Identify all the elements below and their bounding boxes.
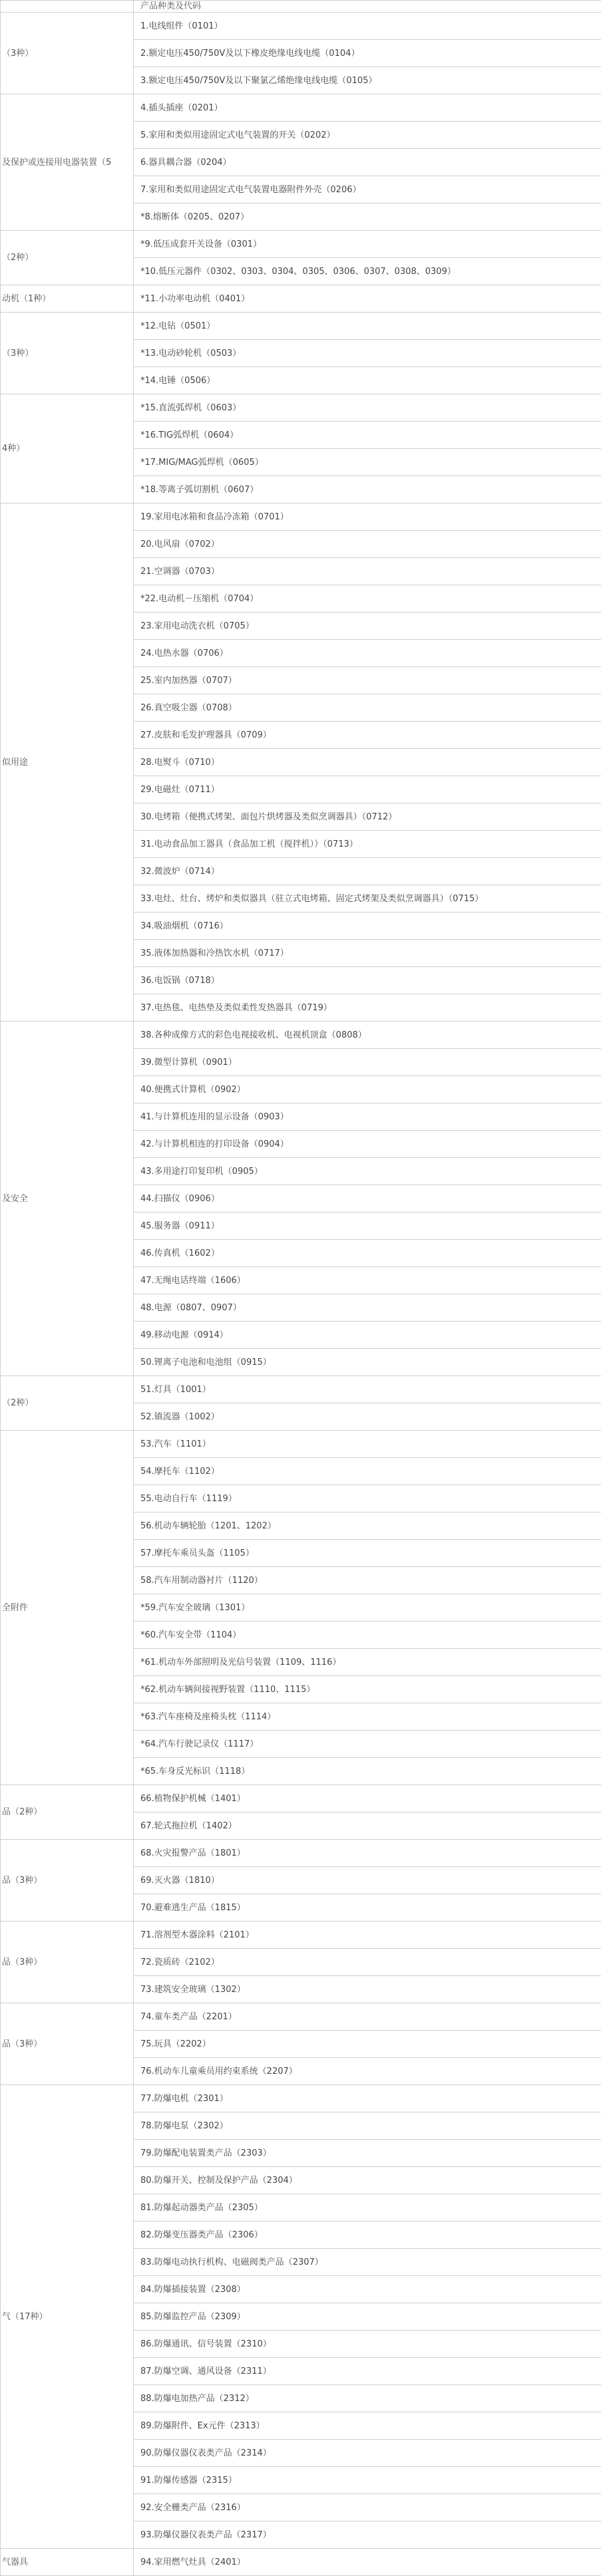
product-cell: 7.家用和类似用途固定式电气装置电器附件外壳（0206）: [134, 176, 601, 204]
product-cell: *13.电动砂轮机（0503）: [134, 340, 601, 367]
product-cell: 36.电饭锅（0718）: [134, 967, 601, 994]
category-cell: 品（2种）: [1, 1785, 134, 1840]
product-cell: 6.器具耦合器（0204）: [134, 149, 601, 176]
product-cell: *65.车身反光标识（1118）: [134, 1758, 601, 1785]
table-row: [1, 1022, 601, 1049]
product-cell: 45.服务器（0911）: [134, 1213, 601, 1240]
product-cell: 43.多用途打印复印机（0905）: [134, 1158, 601, 1185]
product-cell: *10.低压元器件（0302、0303、0304、0305、0306、0307、0308、0309）: [134, 258, 601, 285]
table-row: [1, 1922, 601, 1949]
product-cell: *16.TIG弧焊机（0604）: [134, 422, 601, 449]
product-cell: *8.熔断体（0205、0207）: [134, 204, 601, 231]
product-cell: 88.防爆电加热产品（2312）: [134, 2385, 601, 2412]
product-cell: 94.家用燃气灶具（2401）: [134, 2549, 601, 2576]
product-cell: 56.机动车辆轮胎（1201、1202）: [134, 1512, 601, 1540]
product-cell: 31.电动食品加工器具（食品加工机（搅拌机））（0713）: [134, 831, 601, 858]
product-cell: 69.灭火器（1810）: [134, 1867, 601, 1894]
product-cell: 85.防爆监控产品（2309）: [134, 2303, 601, 2331]
category-cell: （2种）: [1, 231, 134, 285]
product-cell: 41.与计算机连用的显示设备（0903）: [134, 1103, 601, 1131]
product-cell: *62.机动车辆间接视野装置（1110、1115）: [134, 1676, 601, 1703]
product-cell: 26.真空吸尘器（0708）: [134, 694, 601, 722]
product-cell: *63.汽车座椅及座椅头枕（1114）: [134, 1703, 601, 1731]
product-cell: 42.与计算机相连的打印设备（0904）: [134, 1131, 601, 1158]
product-cell: 23.家用电动洗衣机（0705）: [134, 613, 601, 640]
product-cell: 89.防爆附件、Ex元件（2313）: [134, 2412, 601, 2440]
table-row: [1, 13, 601, 40]
product-cell: 86.防爆通讯、信号装置（2310）: [134, 2331, 601, 2358]
product-cell: 93.防爆仪器仪表类产品（2317）: [134, 2521, 601, 2549]
product-cell: 51.灯具（1001）: [134, 1376, 601, 1403]
product-cell: 20.电风扇（0702）: [134, 531, 601, 558]
table-row: [1, 2549, 601, 2576]
product-cell: 79.防爆配电装置类产品（2303）: [134, 2140, 601, 2167]
product-cell: *17.MIG/MAG弧焊机（0605）: [134, 449, 601, 476]
category-cell: 气（17种）: [1, 2085, 134, 2549]
product-cell: 71.溶剂型木器涂料（2101）: [134, 1922, 601, 1949]
product-cell: 57.摩托车乘员头盔（1105）: [134, 1540, 601, 1567]
product-cell: 68.火灾报警产品（1801）: [134, 1840, 601, 1867]
product-cell: *15.直流弧焊机（0603）: [134, 394, 601, 422]
header-products-cell: 产品种类及代码: [134, 1, 601, 13]
category-cell: （3种）: [1, 313, 134, 394]
product-cell: *60.汽车安全带（1104）: [134, 1622, 601, 1649]
header-category-cell: [1, 1, 134, 13]
product-cell: 66.植物保护机械（1401）: [134, 1785, 601, 1812]
product-cell: 4.插头插座（0201）: [134, 94, 601, 122]
table-row: [1, 503, 601, 531]
table-row: [1, 1840, 601, 1867]
product-cell: 67.轮式拖拉机（1402）: [134, 1812, 601, 1840]
product-cell: 81.防爆起动器类产品（2305）: [134, 2194, 601, 2221]
product-cell: 48.电源（0807、0907）: [134, 1294, 601, 1322]
product-cell: 30.电烤箱（便携式烤架、面包片烘烤器及类似烹调器具）（0712）: [134, 803, 601, 831]
category-cell: 品（3种）: [1, 1840, 134, 1922]
product-cell: 77.防爆电机（2301）: [134, 2085, 601, 2112]
product-cell: 44.扫描仪（0906）: [134, 1185, 601, 1213]
product-cell: *59.汽车安全玻璃（1301）: [134, 1594, 601, 1622]
product-cell: 54.摩托车（1102）: [134, 1458, 601, 1485]
product-cell: 39.微型计算机（0901）: [134, 1049, 601, 1076]
category-cell: 似用途: [1, 503, 134, 1022]
product-cell: *12.电钻（0501）: [134, 313, 601, 340]
product-cell: 74.童车类产品（2201）: [134, 2003, 601, 2031]
product-cell: *14.电锤（0506）: [134, 367, 601, 394]
product-cell: *61.机动车外部照明及光信号装置（1109、1116）: [134, 1649, 601, 1676]
product-cell: 91.防爆传感器（2315）: [134, 2467, 601, 2494]
table-body: [1, 13, 601, 2576]
product-cell: 76.机动车儿童乘员用约束系统（2207）: [134, 2058, 601, 2085]
product-cell: 19.家用电冰箱和食品冷冻箱（0701）: [134, 503, 601, 531]
product-cell: 70.避难逃生产品（1815）: [134, 1894, 601, 1922]
product-cell: 80.防爆开关、控制及保护产品（2304）: [134, 2167, 601, 2194]
product-cell: 78.防爆电泵（2302）: [134, 2112, 601, 2140]
category-cell: 品（3种）: [1, 2003, 134, 2085]
table-row: [1, 94, 601, 122]
product-cell: 1.电线组件（0101）: [134, 13, 601, 40]
category-cell: 动机（1种）: [1, 285, 134, 313]
product-cell: 34.吸油烟机（0716）: [134, 913, 601, 940]
product-cell: 84.防爆插接装置（2308）: [134, 2276, 601, 2303]
product-cell: 75.玩具（2202）: [134, 2031, 601, 2058]
category-cell: 全附件: [1, 1431, 134, 1785]
product-cell: 24.电热水器（0706）: [134, 640, 601, 667]
product-cell: 82.防爆变压器类产品（2306）: [134, 2221, 601, 2249]
product-cell: 38.各种成像方式的彩色电视接收机、电视机顶盒（0808）: [134, 1022, 601, 1049]
product-cell: 83.防爆电动执行机构、电磁阀类产品（2307）: [134, 2249, 601, 2276]
product-cell: 72.瓷质砖（2102）: [134, 1949, 601, 1976]
product-cell: 25.室内加热器（0707）: [134, 667, 601, 694]
category-cell: 品（3种）: [1, 1922, 134, 2003]
category-cell: 及保护或连接用电器装置（5: [1, 94, 134, 231]
product-cell: *22.电动机－压缩机（0704）: [134, 585, 601, 613]
product-cell: 90.防爆仪器仪表类产品（2314）: [134, 2440, 601, 2467]
product-cell: 46.传真机（1602）: [134, 1240, 601, 1267]
product-cell: 87.防爆空调、通风设备（2311）: [134, 2358, 601, 2385]
table-row: [1, 1785, 601, 1812]
table-row: [1, 1431, 601, 1458]
product-cell: 50.锂离子电池和电池组（0915）: [134, 1349, 601, 1376]
table-row: [1, 231, 601, 258]
product-cell: 47.无绳电话终端（1606）: [134, 1267, 601, 1294]
product-cell: 73.建筑安全玻璃（1302）: [134, 1976, 601, 2003]
product-cell: 29.电磁灶（0711）: [134, 776, 601, 803]
category-cell: 气器具: [1, 2549, 134, 2576]
table-row: [1, 394, 601, 422]
category-cell: 4种）: [1, 394, 134, 503]
product-cell: 53.汽车（1101）: [134, 1431, 601, 1458]
product-cell: 35.液体加热器和冷热饮水机（0717）: [134, 940, 601, 967]
product-cell: *11.小功率电动机（0401）: [134, 285, 601, 313]
product-cell: 27.皮肤和毛发护理器具（0709）: [134, 722, 601, 749]
product-cell: 37.电热毯、电热垫及类似柔性发热器具（0719）: [134, 994, 601, 1022]
category-cell: 及安全: [1, 1022, 134, 1376]
product-cell: 55.电动自行车（1119）: [134, 1485, 601, 1512]
table-row: [1, 2003, 601, 2031]
product-cell: 5.家用和类似用途固定式电气装置的开关（0202）: [134, 122, 601, 149]
product-cell: 52.镇流器（1002）: [134, 1403, 601, 1431]
table-row: [1, 285, 601, 313]
table-header-row: [1, 1, 601, 13]
product-cell: *9.低压成套开关设备（0301）: [134, 231, 601, 258]
product-cell: 32.微波炉（0714）: [134, 858, 601, 885]
category-cell: （2种）: [1, 1376, 134, 1431]
product-cell: 33.电灶、灶台、烤炉和类似器具（驻立式电烤箱、固定式烤架及类似烹调器具）（0715）: [134, 885, 601, 913]
product-cell: 28.电熨斗（0710）: [134, 749, 601, 776]
product-cell: 2.额定电压450/750V及以下橡皮绝缘电线电缆（0104）: [134, 40, 601, 67]
product-cell: 3.额定电压450/750V及以下聚氯乙烯绝缘电线电缆（0105）: [134, 67, 601, 94]
category-cell: （3种）: [1, 13, 134, 94]
product-cell: 21.空调器（0703）: [134, 558, 601, 585]
table-row: [1, 1376, 601, 1403]
table-row: [1, 2085, 601, 2112]
product-cell: 92.安全栅类产品（2316）: [134, 2494, 601, 2521]
product-cell: 40.便携式计算机（0902）: [134, 1076, 601, 1103]
product-cell: 58.汽车用制动器衬片（1120）: [134, 1567, 601, 1594]
product-cell: 49.移动电源（0914）: [134, 1322, 601, 1349]
product-cell: *18.等离子弧切割机（0607）: [134, 476, 601, 503]
table-row: [1, 313, 601, 340]
product-cell: *64.汽车行驶记录仪（1117）: [134, 1731, 601, 1758]
